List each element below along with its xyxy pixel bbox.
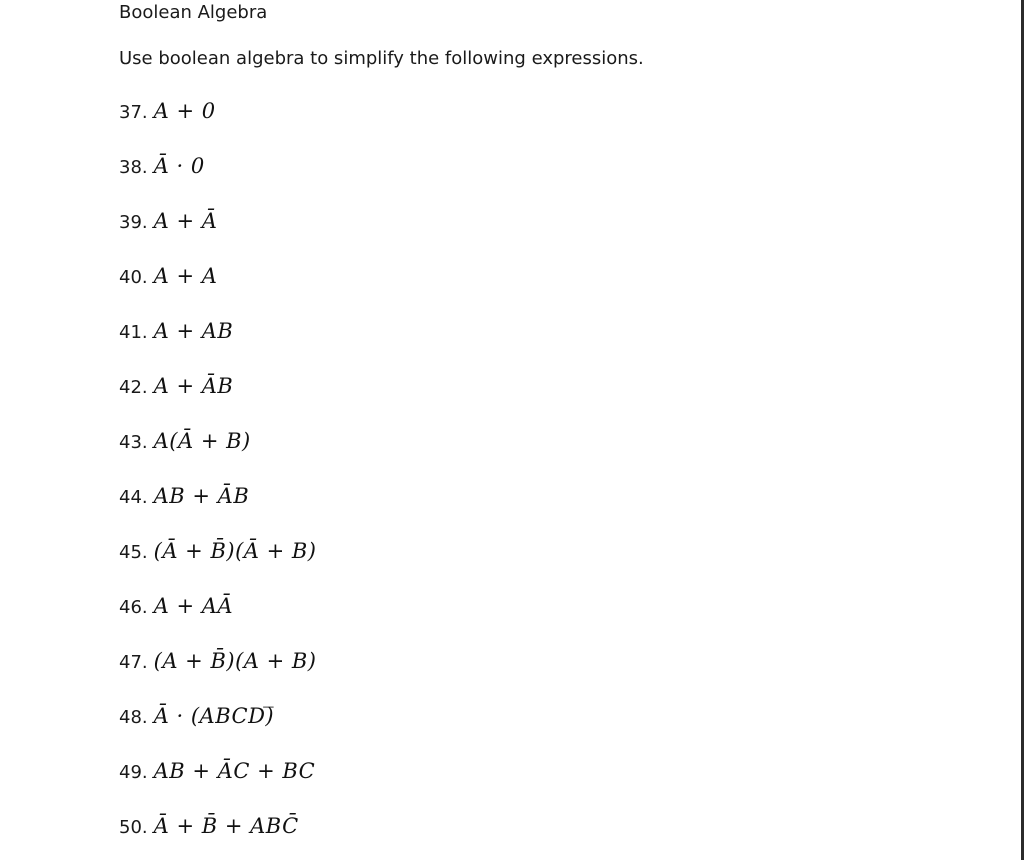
problem-46 [119,594,233,622]
problem-expression: A + A [153,264,218,288]
problem-42 [119,374,233,402]
page-bottom-edge [0,860,1024,865]
problem-expression: AB + ĀC + BC [153,759,316,783]
problem-37 [119,99,216,127]
problem-expression: Ā + B̄ + ABC̄ [153,814,299,838]
problem-expression: AB + ĀB [153,484,250,508]
problem-number: 45. [119,542,148,563]
problem-43 [119,429,251,457]
page-title: Boolean Algebra [119,2,268,23]
problem-number: 37. [119,102,148,123]
problem-expression: A + AB [153,319,234,343]
problem-expression: A + 0 [153,99,216,123]
problem-number: 50. [119,817,148,838]
problem-expression: (A + B̄)(A + B) [153,649,317,673]
problem-number: 38. [119,157,148,178]
problem-number: 44. [119,487,148,508]
problem-expression: (Ā + B̄)(Ā + B) [153,539,317,563]
problem-48 [119,704,274,732]
problem-number: 49. [119,762,148,783]
problem-number: 43. [119,432,148,453]
problem-47 [119,649,317,677]
problem-expression: A + AĀ [153,594,234,618]
problem-expression: Ā · 0 [153,154,205,178]
problem-39 [119,209,217,237]
problem-49 [119,759,315,787]
problem-expression: A(Ā + B) [153,429,251,453]
problem-45 [119,539,317,567]
problem-44 [119,484,249,512]
problem-number: 48. [119,707,148,728]
problem-38 [119,154,205,182]
problem-number: 39. [119,212,148,233]
problem-50 [119,814,299,842]
instruction-text: Use boolean algebra to simplify the following expressions. [119,48,644,69]
problem-number: 47. [119,652,148,673]
problem-expression: Ā · (ABCD)̅ [153,704,275,728]
problem-41 [119,319,233,347]
problem-number: 40. [119,267,148,288]
problem-number: 42. [119,377,148,398]
problem-40 [119,264,217,292]
problem-expression: A + ĀB [153,374,234,398]
problem-number: 46. [119,597,148,618]
problem-expression: A + Ā [153,209,218,233]
problem-number: 41. [119,322,148,343]
